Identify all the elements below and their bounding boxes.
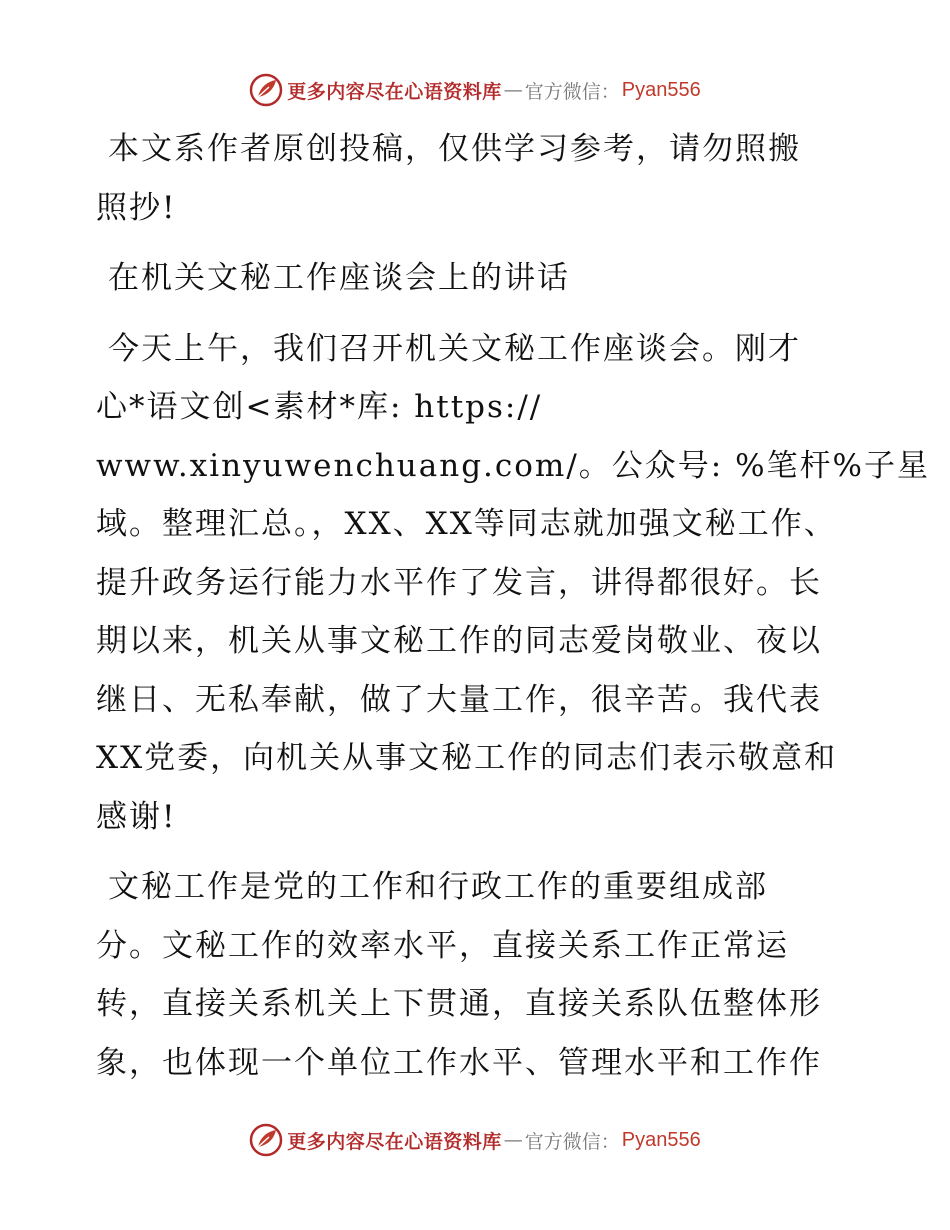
paragraph-line: 分。文秘工作的效率水平，直接关系工作正常运 (96, 927, 789, 964)
watermark-promo-text: 更多内容尽在心语资料库 (287, 1130, 502, 1153)
watermark-official-label: 官方微信： (524, 80, 620, 103)
notice-line: 照抄! (96, 189, 177, 226)
paragraph-line: 转，直接关系机关上下贯通，直接关系队伍整体形 (96, 986, 822, 1022)
paragraph-line: 域。整理汇总。，XX、XX等同志就加强文秘工作、 (96, 506, 837, 542)
document-title (96, 249, 866, 308)
paragraph-opening (96, 320, 930, 847)
red-leaf-logo-icon (249, 73, 283, 107)
document-body (96, 120, 930, 1092)
paragraph-line: 提升政务运行能力水平作了发言，讲得都很好。长 (96, 564, 822, 601)
red-leaf-logo-icon (249, 1123, 283, 1157)
paragraph-line: 感谢! (96, 798, 177, 835)
paragraph-line: 期以来，机关从事文秘工作的同志爱岗敬业、夜以 (96, 623, 822, 659)
title-text: 在机关文秘工作座谈会上的讲话 (108, 260, 570, 296)
watermark-wechat-id: Pyan556 (621, 78, 701, 101)
paragraph-line: 今天上午，我们召开机关文秘工作座谈会。刚才 (108, 330, 801, 367)
paragraph-line: 心*语文创<素材*库: https:// (96, 389, 543, 425)
paragraph-line: 文秘工作是党的工作和行政工作的重要组成部 (108, 869, 768, 905)
watermark-promo-text: 更多内容尽在心语资料库 (287, 80, 502, 103)
footer-watermark-banner (0, 1120, 950, 1160)
paragraph-line: 象，也体现一个单位工作水平、管理水平和工作作 (96, 1044, 822, 1081)
watermark-wechat-id: Pyan556 (621, 1128, 701, 1151)
notice-line: 本文系作者原创投稿，仅供学习参考，请勿照搬 (108, 131, 801, 167)
copyright-notice (96, 120, 866, 237)
paragraph-line: XX党委，向机关从事文秘工作的同志们表示敬意和 (96, 740, 838, 776)
header-watermark-banner (0, 70, 950, 110)
paragraph-line: 继日、无私奉献，做了大量工作，很辛苦。我代表 (96, 681, 822, 718)
watermark-official-label: 官方微信： (524, 1130, 620, 1153)
paragraph-line: www.xinyuwenchuang.com/。公众号: %笔杆%子星 (96, 447, 930, 484)
watermark-dash: — (503, 1129, 523, 1151)
watermark-dash: — (503, 79, 523, 101)
paragraph-importance (96, 858, 866, 1092)
